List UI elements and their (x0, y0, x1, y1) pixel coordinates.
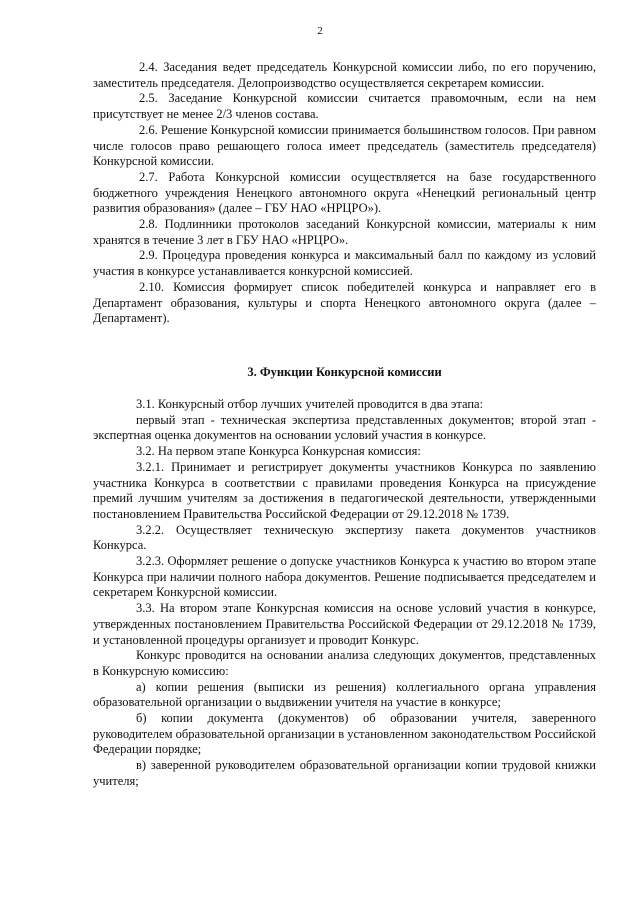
clause-2-7: 2.7. Работа Конкурсной комиссии осуществляется на базе государственного бюджетного учреждения Ненецкого автономного округа «Ненецкий региональный центр развития образования» (далее – ГБУ НАО «НРЦРО»). (93, 169, 596, 216)
clause-3-2-2: 3.2.2. Осуществляет техническую экспертизу пакета документов участников Конкурса. (93, 522, 596, 553)
list-item-b: б) копии документа (документов) об образовании учителя, заверенного руководителем образовательной организации в установленном законодательством Российской Федерации порядке; (93, 711, 596, 757)
clause-2-5: 2.5. Заседание Конкурсной комиссии считается правомочным, если на нем присутствует не менее 2/3 членов состава. (93, 91, 596, 122)
clause-3-3-documents-intro: Конкурс проводится на основании анализа следующих документов, представленных в Конкурсную комиссию: (93, 648, 596, 678)
section-3-heading: 3. Функции Конкурсной комиссии (247, 365, 442, 379)
clause-3-1-stages: первый этап - техническая экспертиза представленных документов; второй этап - экспертная оценка документов на основании условий участия в конкурсе. (93, 412, 596, 443)
clause-3-2: 3.2. На первом этапе Конкурса Конкурсная комиссия: (136, 444, 421, 459)
clause-3-3: 3.3. На втором этапе Конкурсная комиссия на основе условий участия в конкурсе, утвержденных постановлением Правительства Российской Федерации от 29.12.2018 № 1739, и установленной процедуры организует и проводит Конкурс. (93, 601, 596, 647)
list-item-a: а) копии решения (выписки из решения) коллегиального органа управления образовательной организации о выдвижении учителя на участие в конкурсе; (93, 679, 596, 710)
clause-2-9: 2.9. Процедура проведения конкурса и максимальный балл по каждому из условий участия в конкурсе устанавливается конкурсной комиссией. (93, 248, 596, 279)
section-2-clauses (93, 60, 596, 327)
clause-2-4: 2.4. Заседания ведет председатель Конкурсной комиссии либо, по его поручению, заместитель председателя. Делопроизводство осуществляется секретарем комиссии. (93, 60, 596, 90)
clause-3-2-1: 3.2.1. Принимает и регистрирует документы участников Конкурса по заявлению участника Конкурса в соответствии с правилами проведения Конкурса на присуждение премий лучшим учителям за достижения в педагогической деятельности, утвержденными постановлением Правительства Российской Федерации от 29.12.2018 № 1739. (93, 459, 596, 521)
section-3-clauses (93, 397, 596, 790)
clause-2-8: 2.8. Подлинники протоколов заседаний Конкурсной комиссии, материалы к ним хранятся в течение 3 лет в ГБУ НАО «НРЦРО». (93, 217, 596, 247)
clause-2-10: 2.10. Комиссия формирует список победителей конкурса и направляет его в Департамент образования, культуры и спорта Ненецкого автономного округа (далее – Департамент). (93, 279, 596, 326)
page-number: 2 (317, 25, 323, 37)
clause-3-2-3: 3.2.3. Оформляет решение о допуске участников Конкурса к участию во втором этапе Конкурса при наличии полного набора документов. Решение подписывается председателем и секретарем Конкурсной комиссии. (93, 554, 596, 600)
clause-2-6: 2.6. Решение Конкурсной комиссии принимается большинством голосов. При равном числе голосов право решающего голоса имеет председатель (заместитель председателя) Конкурсной комиссии. (93, 122, 596, 169)
list-item-v: в) заверенной руководителем образовательной организации копии трудовой книжки учителя; (93, 758, 596, 788)
clause-3-1: 3.1. Конкурсный отбор лучших учителей проводится в два этапа: (136, 397, 484, 411)
